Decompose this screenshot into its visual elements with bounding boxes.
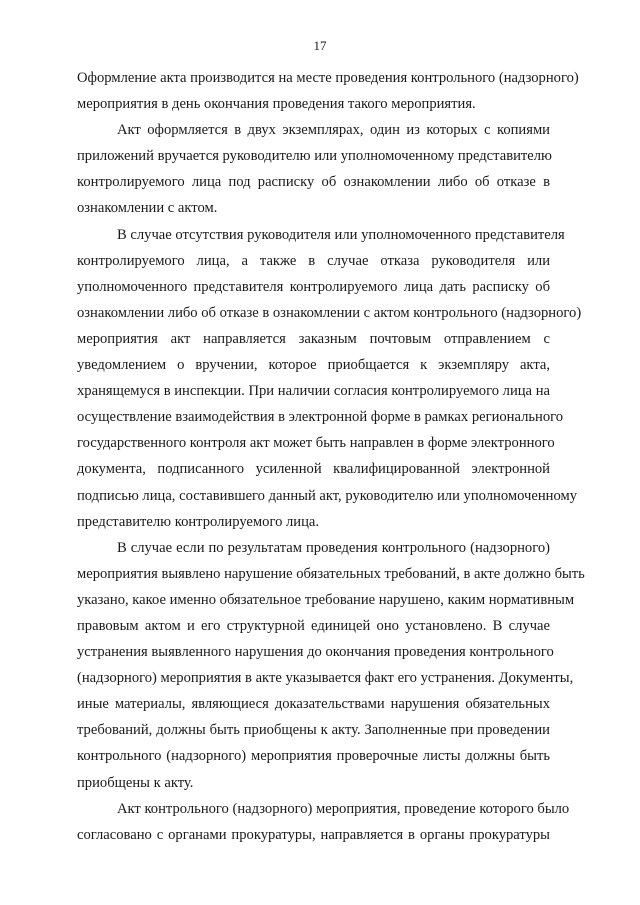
text-line: уполномоченного представителя контролируемого лица дать расписку об <box>77 278 550 295</box>
text-line: (надзорного) мероприятия в акте указывается факт его устранения. Документы, <box>77 670 574 687</box>
text-line: приобщены к акту. <box>77 774 194 791</box>
text-line: осуществление взаимодействия в электронной форме в рамках регионального <box>77 409 564 426</box>
paragraph <box>77 535 585 796</box>
text-line: уведомлением о вручении, которое приобщается к экземпляру акта, <box>77 357 550 374</box>
text-line: устранения выявленного нарушения до окончания проведения контрольного <box>77 644 554 661</box>
text-line: подписью лица, составившего данный акт, руководителю или уполномоченному <box>77 487 578 504</box>
text-line: иные материалы, являющиеся доказательствами нарушения обязательных <box>77 696 550 713</box>
text-line: Оформление акта производится на месте проведения контрольного (надзорного) <box>77 70 579 86</box>
text-line: документа, подписанного усиленной квалифицированной электронной <box>77 461 550 478</box>
text-line: контрольного (надзорного) мероприятия проверочные листы должны быть <box>77 748 550 765</box>
page-number: 17 <box>313 38 327 53</box>
text-line: мероприятия в день окончания проведения такого мероприятия. <box>77 96 476 113</box>
text-line: ознакомлении либо об отказе в ознакомлении с актом контрольного (надзорного) <box>77 304 582 321</box>
text-line: В случае отсутствия руководителя или уполномоченного представителя <box>117 226 565 243</box>
text-line: В случае если по результатам проведения контрольного (надзорного) <box>117 539 550 556</box>
text-line: ознакомлении с актом. <box>77 200 218 217</box>
text-line: Акт оформляется в двух экземплярах, один из которых с копиями <box>117 122 550 139</box>
paragraph <box>77 65 579 117</box>
text-line: мероприятия выявлено нарушение обязательных требований, в акте должно быть <box>77 565 585 582</box>
text-line: приложений вручается руководителю или уполномоченному представителю <box>77 148 552 165</box>
text-line: представителю контролируемого лица. <box>77 513 320 530</box>
text-line: государственного контроля акт может быть направлен в форме электронного <box>77 435 555 452</box>
text-line: Акт контрольного (надзорного) мероприятия, проведение которого было <box>117 800 570 817</box>
text-line: контролируемого лица, а также в случае отказа руководителя или <box>77 252 550 269</box>
text-line: контролируемого лица под расписку об ознакомлении либо об отказе в <box>77 174 550 191</box>
text-line: хранящемуся в инспекции. При наличии согласия контролируемого лица на <box>77 383 550 400</box>
text-line: требований, должны быть приобщены к акту. Заполненные при проведении <box>77 722 550 739</box>
text-line: правовым актом и его структурной единицей оно установлено. В случае <box>77 617 550 634</box>
paragraph <box>77 117 550 221</box>
text-line: согласовано с органами прокуратуры, направляется в органы прокуратуры <box>77 826 550 843</box>
paragraph <box>77 222 582 535</box>
paragraph <box>77 796 570 848</box>
text-line: указано, какое именно обязательное требование нарушено, каким нормативным <box>77 591 575 608</box>
text-line: мероприятия акт направляется заказным почтовым отправлением с <box>77 330 550 347</box>
document-body <box>77 65 585 848</box>
